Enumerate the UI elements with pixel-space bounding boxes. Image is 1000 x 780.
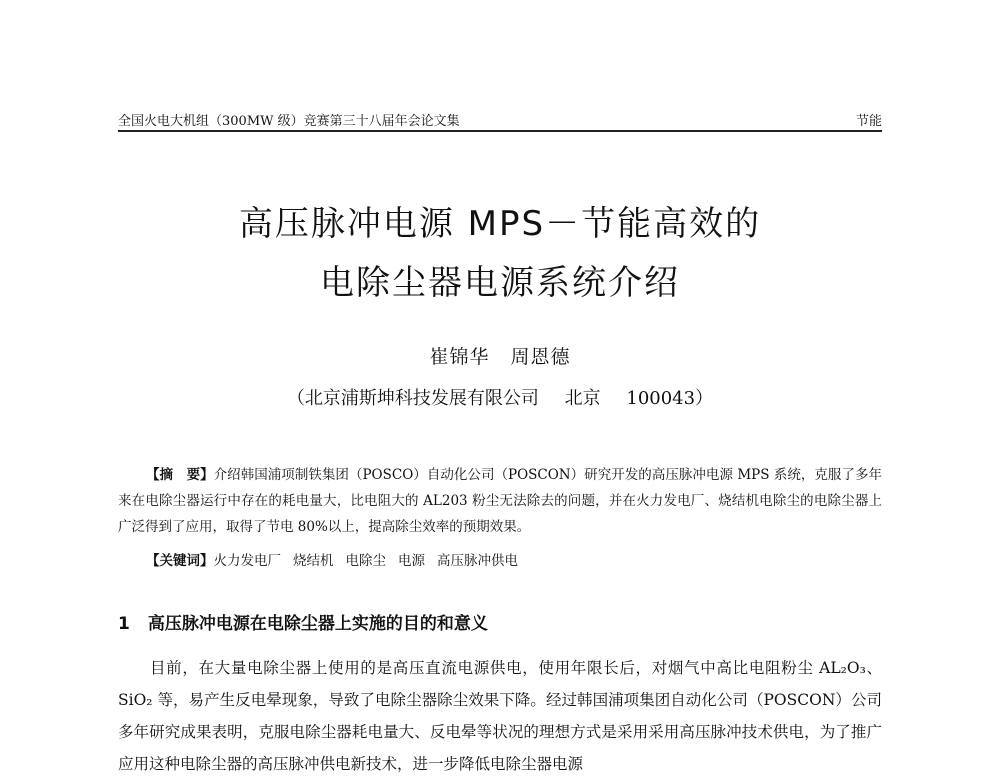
keyword-item: 电除尘 bbox=[345, 553, 386, 569]
keyword-item: 电源 bbox=[398, 553, 425, 569]
affiliation bbox=[0, 384, 1000, 410]
section-title: 高压脉冲电源在电除尘器上实施的目的和意义 bbox=[147, 614, 488, 634]
abstract-text: 介绍韩国浦项制铁集团（POSCO）自动化公司（POSCON）研究开发的高压脉冲电源 MPS 系统，克服了多年来在电除尘器运行中存在的耗电量大，比电阻大的 AL203 粉尘无法除去的问题，并在火力发电厂、烧结机电除尘的电除尘器上广泛得到了应用，取得了节电 80%以上，提高除尘效率的预期效果。 bbox=[118, 467, 882, 535]
paper-title-line-2: 电除尘器电源系统介绍 bbox=[320, 263, 680, 303]
abstract bbox=[118, 462, 882, 540]
running-header bbox=[118, 108, 882, 132]
section-heading bbox=[118, 609, 882, 634]
keyword-item: 火力发电厂 bbox=[213, 553, 281, 569]
header-proceedings-title: 全国火电大机组（300MW 级）竞赛第三十八届年会论文集 bbox=[118, 114, 460, 129]
body-text bbox=[118, 652, 882, 780]
affiliation-org: （北京浦斯坤科技发展有限公司 bbox=[286, 388, 539, 409]
section-number: 1 bbox=[118, 614, 130, 634]
body-paragraph: 目前，在大量电除尘器上使用的是高压直流电源供电，使用年限长后，对烟气中高比电阻粉尘 AL₂O₃、SiO₂ 等，易产生反电晕现象，导致了电除尘器除尘效果下降。经过韩国浦项集团自动化公司（POSCON）公司多年研究成果表明，克服电除尘器耗电量大、反电晕等状况的理想方式是采用采用高压脉冲技术供电，为了推广应用这种电除尘器的高压脉冲供电新技术，进一步降低电除尘器电源 bbox=[118, 659, 882, 773]
authors: 崔锦华 周恩德 bbox=[429, 346, 571, 368]
header-section-label: 节能 bbox=[855, 114, 882, 129]
keywords-label: 【关键词】 bbox=[146, 553, 214, 569]
keyword-item: 高压脉冲供电 bbox=[437, 553, 518, 569]
paper-title-line-1: 高压脉冲电源 MPS－节能高效的 bbox=[238, 204, 762, 244]
keyword-item: 烧结机 bbox=[293, 553, 334, 569]
abstract-label: 【摘 要】 bbox=[146, 467, 214, 483]
keywords bbox=[118, 548, 882, 574]
affiliation-city: 北京 bbox=[564, 388, 601, 409]
affiliation-postcode: 100043） bbox=[626, 388, 714, 409]
